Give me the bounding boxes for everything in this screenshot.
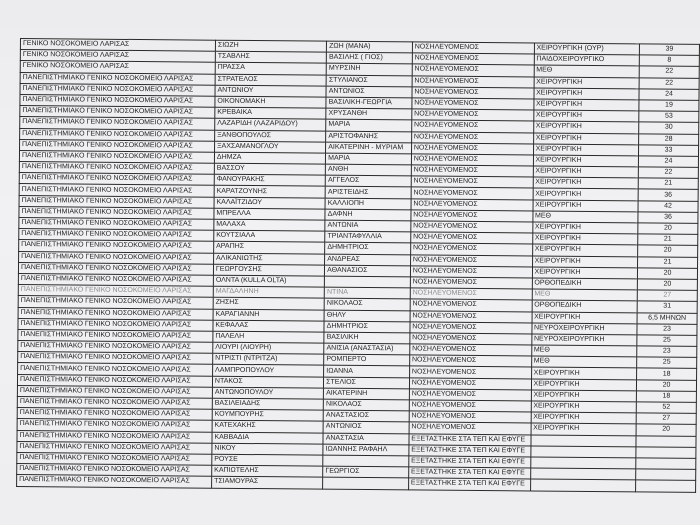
- status-cell: ΝΟΣΗΛΕΥΟΜΕΝΟΣ: [411, 232, 533, 244]
- first-name-cell: ΓΕΩΡΓΙΟΣ: [323, 466, 409, 478]
- surname-cell: ΞΑΧΣΑΜΑΝΟΓΛΟΥ: [214, 141, 325, 153]
- surname-cell: ΔΗΜΖΑ: [214, 152, 325, 164]
- surname-cell: ΠΡΑΣΣΑ: [215, 63, 326, 75]
- status-cell: ΝΟΣΗΛΕΥΟΜΕΝΟΣ: [412, 98, 534, 110]
- clinic-cell: ΧΕΙΡΟΥΡΓΙΚΗ: [533, 200, 639, 212]
- age-cell: 30: [639, 122, 699, 134]
- hospital-cell: ΠΑΝΕΠΙΣΤΗΜΙΑΚΟ ΓΕΝΙΚΟ ΝΟΣΟΚΟΜΕΙΟ ΛΑΡΙΣΑΣ: [18, 285, 213, 298]
- age-cell: 6,5 ΜΗΝΩΝ: [637, 312, 697, 324]
- status-cell: ΝΟΣΗΛΕΥΟΜΕΝΟΣ: [410, 299, 532, 311]
- surname-cell: ΜΑΓΔΑΛΗΝΗ: [213, 286, 324, 298]
- clinic-cell: ΧΕΙΡΟΥΡΓΙΚΗ: [532, 244, 638, 256]
- hospital-cell: ΠΑΝΕΠΙΣΤΗΜΙΑΚΟ ΓΕΝΙΚΟ ΝΟΣΟΚΟΜΕΙΟ ΛΑΡΙΣΑΣ: [20, 128, 215, 141]
- surname-cell: ΚΕΦΑΛΑΣ: [213, 320, 324, 332]
- first-name-cell: ΝΙΚΟΛΑΟΣ: [324, 298, 410, 310]
- hospital-cell: ΠΑΝΕΠΙΣΤΗΜΙΑΚΟ ΓΕΝΙΚΟ ΝΟΣΟΚΟΜΕΙΟ ΛΑΡΙΣΑΣ: [17, 408, 212, 421]
- clinic-cell: ΧΕΙΡΟΥΡΓΙΚΗ: [532, 267, 638, 279]
- hospital-cell: ΠΑΝΕΠΙΣΤΗΜΙΑΚΟ ΓΕΝΙΚΟ ΝΟΣΟΚΟΜΕΙΟ ΛΑΡΙΣΑΣ: [18, 318, 213, 331]
- surname-cell: ΤΣΑΒΛΗΣ: [215, 51, 326, 63]
- status-cell: ΝΟΣΗΛΕΥΟΜΕΝΟΣ: [409, 411, 531, 423]
- clinic-cell: ΝΕΥΡΟΧΕΙΡΟΥΡΓΙΚΗ: [531, 334, 637, 346]
- hospital-cell: ΠΑΝΕΠΙΣΤΗΜΙΑΚΟ ΓΕΝΙΚΟ ΝΟΣΟΚΟΜΕΙΟ ΛΑΡΙΣΑΣ: [18, 273, 213, 286]
- clinic-cell: ΧΕΙΡΟΥΡΓΙΚΗ (ΟΥΡ): [534, 43, 640, 55]
- clinic-cell: [530, 446, 636, 458]
- surname-cell: ΞΑΝΘΟΠΟΥΛΟΣ: [215, 130, 326, 142]
- surname-cell: ΡΟΥΣΕ: [212, 454, 323, 466]
- hospital-cell: ΓΕΝΙΚΟ ΝΟΣΟΚΟΜΕΙΟ ΛΑΡΙΣΑΣ: [20, 61, 215, 74]
- clinic-cell: ΧΕΙΡΟΥΡΓΙΚΗ: [533, 166, 639, 178]
- clinic-cell: ΧΕΙΡΟΥΡΓΙΚΗ: [531, 423, 637, 435]
- hospital-cell: ΠΑΝΕΠΙΣΤΗΜΙΑΚΟ ΓΕΝΙΚΟ ΝΟΣΟΚΟΜΕΙΟ ΛΑΡΙΣΑΣ: [17, 396, 212, 409]
- hospital-cell: ΠΑΝΕΠΙΣΤΗΜΙΑΚΟ ΓΕΝΙΚΟ ΝΟΣΟΚΟΜΕΙΟ ΛΑΡΙΣΑΣ: [17, 452, 212, 465]
- hospital-cell: ΠΑΝΕΠΙΣΤΗΜΙΑΚΟ ΓΕΝΙΚΟ ΝΟΣΟΚΟΜΕΙΟ ΛΑΡΙΣΑΣ: [19, 184, 214, 197]
- status-cell: ΝΟΣΗΛΕΥΟΜΕΝΟΣ: [412, 75, 534, 87]
- status-cell: ΝΟΣΗΛΕΥΟΜΕΝΟΣ: [412, 109, 534, 121]
- first-name-cell: ΑΓΓΕΛΟΣ: [325, 175, 411, 187]
- status-cell: ΝΟΣΗΛΕΥΟΜΕΝΟΣ: [409, 400, 531, 412]
- first-name-cell: ΒΑΣΙΛΙΚΗ: [324, 332, 410, 344]
- clinic-cell: ΧΕΙΡΟΥΡΓΙΚΗ: [533, 110, 639, 122]
- age-cell: 25: [637, 335, 697, 347]
- age-cell: 21: [638, 234, 698, 246]
- status-cell: ΕΞΕΤΑΣΤΗΚΕ ΣΤΑ ΤΕΠ ΚΑΙ ΕΦΥΓΕ: [408, 467, 530, 479]
- status-cell: ΕΞΕΤΑΣΤΗΚΕ ΣΤΑ ΤΕΠ ΚΑΙ ΕΦΥΓΕ: [409, 433, 531, 445]
- surname-cell: ΦΑΝΟΥΡΑΚΗΣ: [214, 174, 325, 186]
- surname-cell: ΚΟΥΜΠΟΥΡΗΣ: [212, 409, 323, 421]
- status-cell: ΝΟΣΗΛΕΥΟΜΕΝΟΣ: [409, 366, 531, 378]
- first-name-cell: ΑΝΤΩΝΙΟΣ: [323, 422, 409, 434]
- first-name-cell: ΑΙΚΑΤΕΡΙΝΗ - ΜΥΡΙΑΜ: [326, 142, 412, 154]
- status-cell: ΕΞΕΤΑΣΤΗΚΕ ΣΤΑ ΤΕΠ ΚΑΙ ΕΦΥΓΕ: [409, 456, 531, 468]
- first-name-cell: ΝΙΚΟΛΑΟΣ: [323, 399, 409, 411]
- clinic-cell: ΧΕΙΡΟΥΡΓΙΚΗ: [531, 367, 637, 379]
- first-name-cell: [325, 276, 411, 288]
- age-cell: 20: [637, 268, 697, 280]
- status-cell: ΝΟΣΗΛΕΥΟΜΕΝΟΣ: [412, 42, 534, 54]
- hospital-cell: ΓΕΝΙΚΟ ΝΟΣΟΚΟΜΕΙΟ ΛΑΡΙΣΑΣ: [20, 39, 215, 52]
- status-cell: ΝΟΣΗΛΕΥΟΜΕΝΟΣ: [410, 288, 532, 300]
- first-name-cell: [323, 477, 409, 489]
- status-cell: ΝΟΣΗΛΕΥΟΜΕΝΟΣ: [411, 176, 533, 188]
- status-cell: ΝΟΣΗΛΕΥΟΜΕΝΟΣ: [409, 355, 531, 367]
- status-cell: ΝΟΣΗΛΕΥΟΜΕΝΟΣ: [409, 378, 531, 390]
- first-name-cell: ΑΡΙΣΤΕΙΔΗΣ: [325, 187, 411, 199]
- surname-cell: ΟΙΚΟΝΟΜΑΚΗ: [215, 96, 326, 108]
- status-cell: ΝΟΣΗΛΕΥΟΜΕΝΟΣ: [410, 277, 532, 289]
- status-cell: ΝΟΣΗΛΕΥΟΜΕΝΟΣ: [410, 322, 532, 334]
- hospital-cell: ΠΑΝΕΠΙΣΤΗΜΙΑΚΟ ΓΕΝΙΚΟ ΝΟΣΟΚΟΜΕΙΟ ΛΑΡΙΣΑΣ: [18, 307, 213, 320]
- clinic-cell: ΧΕΙΡΟΥΡΓΙΚΗ: [532, 256, 638, 268]
- status-cell: ΝΟΣΗΛΕΥΟΜΕΝΟΣ: [410, 333, 532, 345]
- status-cell: ΝΟΣΗΛΕΥΟΜΕΝΟΣ: [412, 64, 534, 76]
- age-cell: 22: [639, 66, 699, 78]
- surname-cell: ΚΑΡΑΓΙΑΝΝΗ: [213, 309, 324, 321]
- clinic-cell: ΜΕΘ: [532, 211, 638, 223]
- first-name-cell: ΒΑΣΙΛΗΣ ( ΓΙΟΣ): [326, 52, 412, 64]
- clinic-cell: ΧΕΙΡΟΥΡΓΙΚΗ: [533, 177, 639, 189]
- status-cell: ΝΟΣΗΛΕΥΟΜΕΝΟΣ: [411, 221, 533, 233]
- age-cell: 8: [639, 55, 699, 67]
- first-name-cell: ΤΡΙΑΝΤΑΦΥΛΛΙΑ: [325, 231, 411, 243]
- status-cell: ΝΟΣΗΛΕΥΟΜΕΝΟΣ: [411, 165, 533, 177]
- first-name-cell: ΒΑΣΙΛΙΚΗ-ΓΕΩΡΓΙΑ: [326, 97, 412, 109]
- status-cell: ΝΟΣΗΛΕΥΟΜΕΝΟΣ: [411, 199, 533, 211]
- first-name-cell: ΑΝΘΗ: [325, 164, 411, 176]
- clinic-cell: ΧΕΙΡΟΥΡΓΙΚΗ: [533, 188, 639, 200]
- age-cell: 20: [638, 245, 698, 257]
- surname-cell: ΣΤΡΑΤΕΛΟΣ: [215, 74, 326, 86]
- age-cell: 18: [636, 391, 696, 403]
- age-cell: 23: [637, 324, 697, 336]
- age-cell: [636, 480, 696, 492]
- age-cell: 22: [638, 167, 698, 179]
- first-name-cell: ΣΤΥΛΙΑΝΟΣ: [326, 75, 412, 87]
- surname-cell: ΛΑΖΑΡΙΔΗ (ΛΑΖΑΡΙΔΟΥ): [215, 119, 326, 131]
- clinic-cell: [530, 468, 636, 480]
- status-cell: ΝΟΣΗΛΕΥΟΜΕΝΟΣ: [412, 87, 534, 99]
- surname-cell: ΤΣΙΑΜΟΥΡΑΣ: [212, 477, 323, 489]
- age-cell: 21: [638, 256, 698, 268]
- clinic-cell: ΧΕΙΡΟΥΡΓΙΚΗ: [533, 132, 639, 144]
- hospital-cell: ΠΑΝΕΠΙΣΤΗΜΙΑΚΟ ΓΕΝΙΚΟ ΝΟΣΟΚΟΜΕΙΟ ΛΑΡΙΣΑΣ: [18, 341, 213, 354]
- age-cell: 21: [638, 178, 698, 190]
- clinic-cell: ΜΕΘ: [531, 356, 637, 368]
- hospital-cell: ΠΑΝΕΠΙΣΤΗΜΙΑΚΟ ΓΕΝΙΚΟ ΝΟΣΟΚΟΜΕΙΟ ΛΑΡΙΣΑΣ: [19, 162, 214, 175]
- status-cell: ΝΟΣΗΛΕΥΟΜΕΝΟΣ: [410, 344, 532, 356]
- status-cell: ΝΟΣΗΛΕΥΟΜΕΝΟΣ: [411, 131, 533, 143]
- age-cell: [636, 447, 696, 459]
- first-name-cell: ΑΝΔΡΕΑΣ: [325, 254, 411, 266]
- surname-cell: ΒΑΣΣΟΥ: [214, 163, 325, 175]
- hospital-cell: ΠΑΝΕΠΙΣΤΗΜΙΑΚΟ ΓΕΝΙΚΟ ΝΟΣΟΚΟΜΕΙΟ ΛΑΡΙΣΑΣ: [20, 72, 215, 85]
- age-cell: 20: [638, 223, 698, 235]
- first-name-cell: ΣΤΕΛΙΟΣ: [324, 377, 410, 389]
- age-cell: 23: [637, 346, 697, 358]
- surname-cell: ΓΕΩΡΓΟΥΣΗΣ: [213, 264, 324, 276]
- hospital-cell: ΠΑΝΕΠΙΣΤΗΜΙΑΚΟ ΓΕΝΙΚΟ ΝΟΣΟΚΟΜΕΙΟ ΛΑΡΙΣΑΣ: [19, 229, 214, 242]
- first-name-cell: ΑΙΚΑΤΕΡΙΝΗ: [324, 388, 410, 400]
- hospital-cell: ΠΑΝΕΠΙΣΤΗΜΙΑΚΟ ΓΕΝΙΚΟ ΝΟΣΟΚΟΜΕΙΟ ΛΑΡΙΣΑΣ: [17, 430, 212, 443]
- age-cell: 24: [639, 89, 699, 101]
- age-cell: 20: [637, 279, 697, 291]
- first-name-cell: ΡΟΜΠΕΡΤΟ: [324, 354, 410, 366]
- surname-cell: ΜΠΡΕΛΛΑ: [214, 208, 325, 220]
- clinic-cell: ΧΕΙΡΟΥΡΓΙΚΗ: [533, 155, 639, 167]
- clinic-cell: ΜΕΘ: [532, 289, 638, 301]
- age-cell: 20: [636, 380, 696, 392]
- first-name-cell: ΖΩΗ (ΜΑΝΑ): [327, 41, 413, 53]
- first-name-cell: ΑΝΤΩΝΙΑ: [325, 220, 411, 232]
- age-cell: 52: [636, 402, 696, 414]
- clinic-cell: [531, 435, 637, 447]
- first-name-cell: ΑΝΑΣΤΑΣΙΑ: [323, 433, 409, 445]
- surname-cell: ΚΑΒΒΑΔΙΑ: [212, 432, 323, 444]
- age-cell: 25: [637, 357, 697, 369]
- age-cell: 19: [639, 100, 699, 112]
- status-cell: ΝΟΣΗΛΕΥΟΜΕΝΟΣ: [411, 210, 533, 222]
- status-cell: ΝΟΣΗΛΕΥΟΜΕΝΟΣ: [410, 266, 532, 278]
- hospital-cell: ΠΑΝΕΠΙΣΤΗΜΙΑΚΟ ΓΕΝΙΚΟ ΝΟΣΟΚΟΜΕΙΟ ΛΑΡΙΣΑΣ: [19, 173, 214, 186]
- surname-cell: ΝΙΚΟΥ: [212, 443, 323, 455]
- surname-cell: ΛΙΟΥΡΙ (ΛΙΟΥΡΗ): [213, 342, 324, 354]
- surname-cell: ΜΑΛΑΧΑ: [214, 219, 325, 231]
- hospital-cell: ΠΑΝΕΠΙΣΤΗΜΙΑΚΟ ΓΕΝΙΚΟ ΝΟΣΟΚΟΜΕΙΟ ΛΑΡΙΣΑΣ: [17, 419, 212, 432]
- age-cell: 39: [639, 44, 699, 56]
- surname-cell: ΑΡΑΠΗΣ: [214, 242, 325, 254]
- hospital-cell: ΠΑΝΕΠΙΣΤΗΜΙΑΚΟ ΓΕΝΙΚΟ ΝΟΣΟΚΟΜΕΙΟ ΛΑΡΙΣΑΣ: [18, 329, 213, 342]
- clinic-cell: ΠΑΙΔΟΧΕΙΡΟΥΡΓΙΚΟ: [534, 54, 640, 66]
- hospital-cell: ΠΑΝΕΠΙΣΤΗΜΙΑΚΟ ΓΕΝΙΚΟ ΝΟΣΟΚΟΜΕΙΟ ΛΑΡΙΣΑΣ: [20, 106, 215, 119]
- age-cell: [636, 458, 696, 470]
- age-cell: 42: [638, 201, 698, 213]
- age-cell: 36: [638, 212, 698, 224]
- first-name-cell: ΔΑΦΝΗ: [325, 209, 411, 221]
- age-cell: [636, 469, 696, 481]
- clinic-cell: ΟΡΘΟΠΕΔΙΚΗ: [532, 300, 638, 312]
- age-cell: [636, 435, 696, 447]
- status-cell: ΝΟΣΗΛΕΥΟΜΕΝΟΣ: [411, 187, 533, 199]
- clinic-cell: ΝΕΥΡΟΧΕΙΡΟΥΡΓΙΚΗ: [532, 323, 638, 335]
- hospital-cell: ΠΑΝΕΠΙΣΤΗΜΙΑΚΟ ΓΕΝΙΚΟ ΝΟΣΟΚΟΜΕΙΟ ΛΑΡΙΣΑΣ: [19, 251, 214, 264]
- status-cell: ΕΞΕΤΑΣΤΗΚΕ ΣΤΑ ΤΕΠ ΚΑΙ ΕΦΥΓΕ: [409, 445, 531, 457]
- hospital-cell: ΠΑΝΕΠΙΣΤΗΜΙΑΚΟ ΓΕΝΙΚΟ ΝΟΣΟΚΟΜΕΙΟ ΛΑΡΙΣΑΣ: [19, 217, 214, 230]
- surname-cell: ΚΑΤΕΧΑΚΗΣ: [212, 421, 323, 433]
- age-cell: 24: [638, 156, 698, 168]
- first-name-cell: ΧΡΥΣΑΝΘΗ: [326, 108, 412, 120]
- hospital-cell: ΠΑΝΕΠΙΣΤΗΜΙΑΚΟ ΓΕΝΙΚΟ ΝΟΣΟΚΟΜΕΙΟ ΛΑΡΙΣΑΣ: [19, 206, 214, 219]
- age-cell: 27: [636, 413, 696, 425]
- surname-cell: ΑΝΤΩΝΟΠΟΥΛΟΥ: [212, 387, 323, 399]
- surname-cell: ΛΑΜΠΡΟΠΟΥΛΟΥ: [212, 365, 323, 377]
- clinic-cell: ΧΕΙΡΟΥΡΓΙΚΗ: [531, 379, 637, 391]
- first-name-cell: ΚΑΛΛΙΟΠΗ: [325, 198, 411, 210]
- hospital-cell: ΠΑΝΕΠΙΣΤΗΜΙΑΚΟ ΓΕΝΙΚΟ ΝΟΣΟΚΟΜΕΙΟ ΛΑΡΙΣΑΣ: [19, 195, 214, 208]
- age-cell: 31: [637, 301, 697, 313]
- hospital-cell: ΠΑΝΕΠΙΣΤΗΜΙΑΚΟ ΓΕΝΙΚΟ ΝΟΣΟΚΟΜΕΙΟ ΛΑΡΙΣΑΣ: [20, 83, 215, 96]
- hospital-cell: ΓΕΝΙΚΟ ΝΟΣΟΚΟΜΕΙΟ ΛΑΡΙΣΑΣ: [20, 50, 215, 63]
- clinic-cell: ΧΕΙΡΟΥΡΓΙΚΗ: [533, 144, 639, 156]
- first-name-cell: [323, 455, 409, 467]
- hospital-cell: ΠΑΝΕΠΙΣΤΗΜΙΑΚΟ ΓΕΝΙΚΟ ΝΟΣΟΚΟΜΕΙΟ ΛΑΡΙΣΑΣ: [19, 150, 214, 163]
- clinic-cell: ΧΕΙΡΟΥΡΓΙΚΗ: [532, 233, 638, 245]
- surname-cell: ΑΛΙΚΑΝΙΩΤΗΣ: [213, 253, 324, 265]
- status-cell: ΝΟΣΗΛΕΥΟΜΕΝΟΣ: [410, 243, 532, 255]
- patient-table: [16, 38, 700, 492]
- surname-cell: ΚΡΕΒΑΙΚΑ: [215, 107, 326, 119]
- age-cell: 33: [639, 145, 699, 157]
- hospital-cell: ΠΑΝΕΠΙΣΤΗΜΙΑΚΟ ΓΕΝΙΚΟ ΝΟΣΟΚΟΜΕΙΟ ΛΑΡΙΣΑΣ: [17, 374, 212, 387]
- status-cell: ΝΟΣΗΛΕΥΟΜΕΝΟΣ: [409, 389, 531, 401]
- age-cell: 28: [639, 133, 699, 145]
- clinic-cell: ΜΕΘ: [534, 65, 640, 77]
- clinic-cell: [530, 479, 636, 491]
- clinic-cell: [530, 457, 636, 469]
- first-name-cell: ΑΝΤΩΝΙΟΣ: [326, 86, 412, 98]
- hospital-cell: ΠΑΝΕΠΙΣΤΗΜΙΑΚΟ ΓΕΝΙΚΟ ΝΟΣΟΚΟΜΕΙΟ ΛΑΡΙΣΑΣ: [18, 363, 213, 376]
- clinic-cell: ΟΡΘΟΠΕΔΙΚΗ: [532, 278, 638, 290]
- clinic-cell: ΜΕΘ: [531, 345, 637, 357]
- clinic-cell: ΧΕΙΡΟΥΡΓΙΚΗ: [534, 77, 640, 89]
- hospital-cell: ΠΑΝΕΠΙΣΤΗΜΙΑΚΟ ΓΕΝΙΚΟ ΝΟΣΟΚΟΜΕΙΟ ΛΑΡΙΣΑΣ: [18, 262, 213, 275]
- surname-cell: ΠΑΛΕΛΗ: [213, 331, 324, 343]
- surname-cell: ΣΙΩΖΗ: [215, 40, 326, 52]
- hospital-cell: ΠΑΝΕΠΙΣΤΗΜΙΑΚΟ ΓΕΝΙΚΟ ΝΟΣΟΚΟΜΕΙΟ ΛΑΡΙΣΑΣ: [18, 296, 213, 309]
- clinic-cell: ΧΕΙΡΟΥΡΓΙΚΗ: [531, 412, 637, 424]
- surname-cell: ΒΑΣΙΛΕΙΑΔΗΣ: [212, 398, 323, 410]
- status-cell: ΕΞΕΤΑΣΤΗΚΕ ΣΤΑ ΤΕΠ ΚΑΙ ΕΦΥΓΕ: [408, 478, 530, 490]
- first-name-cell: ΑΝΑΣΤΑΣΙΟΣ: [323, 410, 409, 422]
- surname-cell: ΚΑΛΑΪΤΖΙΔΟΥ: [214, 197, 325, 209]
- status-cell: ΝΟΣΗΛΕΥΟΜΕΝΟΣ: [411, 154, 533, 166]
- status-cell: ΝΟΣΗΛΕΥΟΜΕΝΟΣ: [411, 120, 533, 132]
- age-cell: 27: [637, 290, 697, 302]
- clinic-cell: ΧΕΙΡΟΥΡΓΙΚΗ: [531, 401, 637, 413]
- hospital-cell: ΠΑΝΕΠΙΣΤΗΜΙΑΚΟ ΓΕΝΙΚΟ ΝΟΣΟΚΟΜΕΙΟ ΛΑΡΙΣΑΣ: [20, 139, 215, 152]
- hospital-cell: ΠΑΝΕΠΙΣΤΗΜΙΑΚΟ ΓΕΝΙΚΟ ΝΟΣΟΚΟΜΕΙΟ ΛΑΡΙΣΑΣ: [20, 94, 215, 107]
- first-name-cell: ΘΗΛΥ: [324, 310, 410, 322]
- status-cell: ΝΟΣΗΛΕΥΟΜΕΝΟΣ: [412, 53, 534, 65]
- first-name-cell: ΙΩΑΝΝΑ: [324, 366, 410, 378]
- age-cell: 22: [639, 77, 699, 89]
- first-name-cell: ΔΗΜΗΤΡΙΟΣ: [324, 321, 410, 333]
- hospital-cell: ΠΑΝΕΠΙΣΤΗΜΙΑΚΟ ΓΕΝΙΚΟ ΝΟΣΟΚΟΜΕΙΟ ΛΑΡΙΣΑΣ: [17, 475, 212, 488]
- age-cell: 53: [639, 111, 699, 123]
- surname-cell: ΑΝΤΩΝΙΟΥ: [215, 85, 326, 97]
- first-name-cell: ΝΤΙΝΑ: [324, 287, 410, 299]
- surname-cell: ΝΤΑΚΟΣ: [212, 376, 323, 388]
- surname-cell: ΚΟΥΤΣΙΑΛΑ: [214, 230, 325, 242]
- hospital-cell: ΠΑΝΕΠΙΣΤΗΜΙΑΚΟ ΓΕΝΙΚΟ ΝΟΣΟΚΟΜΕΙΟ ΛΑΡΙΣΑΣ: [19, 240, 214, 253]
- first-name-cell: ΜΥΡΣΙΝΗ: [326, 64, 412, 76]
- surname-cell: ΖΗΣΗΣ: [213, 298, 324, 310]
- clinic-cell: ΧΕΙΡΟΥΡΓΙΚΗ: [533, 99, 639, 111]
- age-cell: 20: [636, 424, 696, 436]
- first-name-cell: ΜΑΡΙΑ: [326, 153, 412, 165]
- hospital-cell: ΠΑΝΕΠΙΣΤΗΜΙΑΚΟ ΓΕΝΙΚΟ ΝΟΣΟΚΟΜΕΙΟ ΛΑΡΙΣΑΣ: [20, 117, 215, 130]
- clinic-cell: ΧΕΙΡΟΥΡΓΙΚΗ: [532, 222, 638, 234]
- hospital-cell: ΠΑΝΕΠΙΣΤΗΜΙΑΚΟ ΓΕΝΙΚΟ ΝΟΣΟΚΟΜΕΙΟ ΛΑΡΙΣΑΣ: [17, 464, 212, 477]
- first-name-cell: ΙΩΑΝΝΗΣ ΡΑΦΑΗΛ: [323, 444, 409, 456]
- clinic-cell: ΧΕΙΡΟΥΡΓΙΚΗ: [534, 88, 640, 100]
- surname-cell: ΚΑΠΙΩΤΕΛΗΣ: [212, 465, 323, 477]
- status-cell: ΝΟΣΗΛΕΥΟΜΕΝΟΣ: [410, 254, 532, 266]
- hospital-cell: ΠΑΝΕΠΙΣΤΗΜΙΑΚΟ ΓΕΝΙΚΟ ΝΟΣΟΚΟΜΕΙΟ ΛΑΡΙΣΑΣ: [18, 352, 213, 365]
- patient-table-body: [17, 39, 700, 492]
- clinic-cell: ΧΕΙΡΟΥΡΓΙΚΗ: [532, 311, 638, 323]
- first-name-cell: ΔΗΜΗΤΡΙΟΣ: [325, 243, 411, 255]
- first-name-cell: ΜΑΡΙΑ: [326, 119, 412, 131]
- surname-cell: ΚΑΡΑΤΖΟΥΝΗΣ: [214, 186, 325, 198]
- hospital-cell: ΠΑΝΕΠΙΣΤΗΜΙΑΚΟ ΓΕΝΙΚΟ ΝΟΣΟΚΟΜΕΙΟ ΛΑΡΙΣΑΣ: [17, 441, 212, 454]
- status-cell: ΝΟΣΗΛΕΥΟΜΕΝΟΣ: [409, 422, 531, 434]
- hospital-cell: ΠΑΝΕΠΙΣΤΗΜΙΑΚΟ ΓΕΝΙΚΟ ΝΟΣΟΚΟΜΕΙΟ ΛΑΡΙΣΑΣ: [17, 385, 212, 398]
- status-cell: ΝΟΣΗΛΕΥΟΜΕΝΟΣ: [411, 143, 533, 155]
- clinic-cell: ΧΕΙΡΟΥΡΓΙΚΗ: [531, 390, 637, 402]
- status-cell: ΝΟΣΗΛΕΥΟΜΕΝΟΣ: [410, 310, 532, 322]
- clinic-cell: ΧΕΙΡΟΥΡΓΙΚΗ: [533, 121, 639, 133]
- age-cell: 36: [638, 189, 698, 201]
- surname-cell: ΟΛΝΤΑ (KULLA OLTA): [213, 275, 324, 287]
- first-name-cell: ΑΡΙΣΤΟΦΑΝΗΣ: [326, 131, 412, 143]
- age-cell: 18: [637, 368, 697, 380]
- first-name-cell: ΑΘΑΝΑΣΙΟΣ: [325, 265, 411, 277]
- first-name-cell: ΑΝΙΣΙΑ (ΑΝΑΣΤΑΣΙΑ): [324, 343, 410, 355]
- surname-cell: ΝΤΡΙΣΤΙ (ΝΤΡΙΤΖΑ): [213, 353, 324, 365]
